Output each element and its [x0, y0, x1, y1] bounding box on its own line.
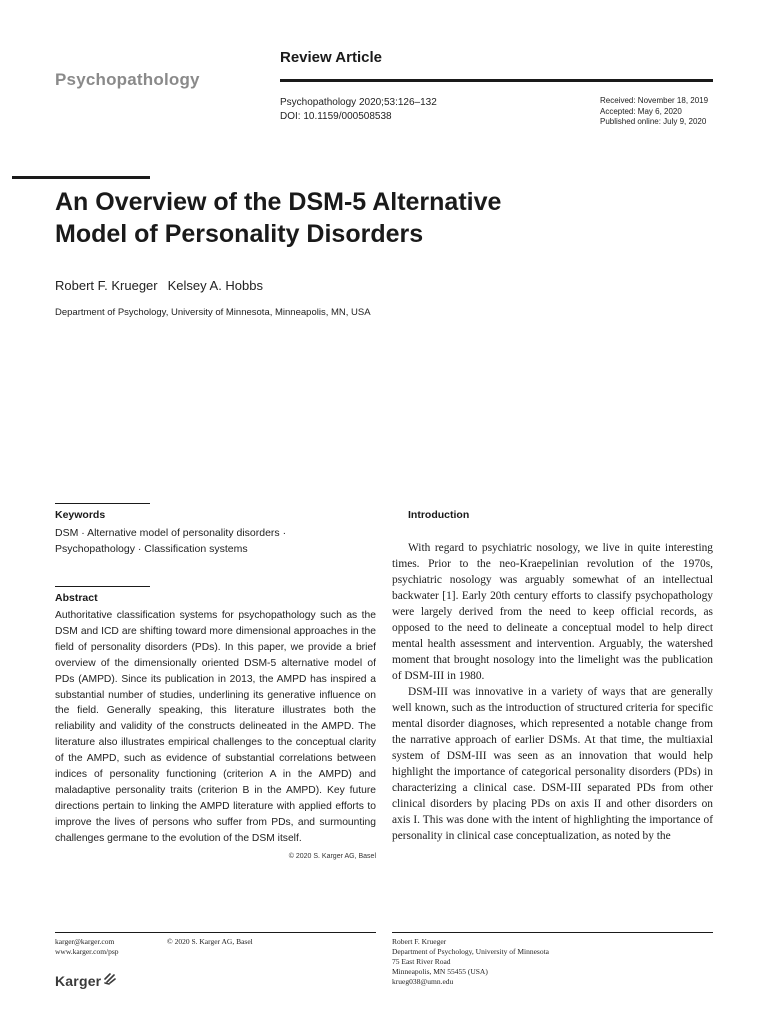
published-date: Published online: July 9, 2020 [600, 117, 707, 126]
karger-logo [55, 970, 117, 991]
accepted-date: Accepted: May 6, 2020 [600, 106, 682, 116]
paragraph: DSM-III was innovative in a variety of ways that are generally well known, such as the introduction of structured criteria for specific mental disorder diagnoses, which represented a notable change from the narrative approach of earlier DSMs. At that time, the multiaxial system of DSM-III was seen as an innovation that would help highlight the importance of categorical personality disorders (PDs) in characterizing a clinical case. DSM-III separated PDs from other clinical disorders by placing PDs on axis II and other disorders on axis I. This was done with the intent of highlighting the importance of personality in clinical case conceptualization, as noted by the [392, 686, 713, 842]
karger-mark-icon [103, 970, 117, 991]
article-title [55, 186, 615, 250]
footer-divider-right [392, 932, 713, 933]
abstract-text: Authoritative classification systems for psychopathology such as the DSM and ICD are shifting toward more dimensional approaches in the field of personality disorders (PDs). In this paper, we provide a brief overview of the dimensionally oriented DSM-5 alternative model of PDs (AMPD). Since its publication in 2013, the AMPD has inspired a substantial number of studies, underlining its generative influence on the field. Generally speaking, this literature illustrates both the reliability and validity of the constructs delineated in the AMPD. The literature also illustrates empirical challenges to the conceptual clarity of the AMPD, such as evidence of substantial correlations between indices of personality functioning (criterion A in the AMPD) and maladaptive personality traits (criterion B in the AMPD). Key future directions pertain to linking the AMPD literature with applied efforts to improve the lives of persons who suffer from PDs, and surmounting challenges germane to the evolution of the DSM itself. [55, 610, 376, 844]
publisher-email[interactable]: karger@karger.com [55, 937, 115, 946]
footer-divider-left [55, 932, 376, 933]
article-type-label: Review Article [280, 49, 382, 66]
contact-city: Minneapolis, MN 55455 (USA) [392, 967, 488, 976]
citation-block [280, 96, 437, 124]
doi-line[interactable]: DOI: 10.1159/000508538 [280, 111, 392, 122]
title-divider [12, 176, 150, 179]
footer-copyright: © 2020 S. Karger AG, Basel [167, 937, 253, 946]
logo-text: Karger [55, 972, 102, 989]
contact-name: Robert F. Krueger [392, 937, 447, 946]
author-name: Robert F. Krueger [55, 278, 158, 293]
contact-street: 75 East River Road [392, 957, 451, 966]
received-date: Received: November 18, 2019 [600, 96, 709, 105]
header-divider [280, 79, 713, 82]
abstract-divider [55, 586, 150, 587]
author-name: Kelsey A. Hobbs [167, 278, 263, 293]
abstract-heading: Abstract [55, 592, 98, 604]
keywords-divider [55, 503, 150, 504]
citation-line: Psychopathology 2020;53:126–132 [280, 97, 437, 108]
journal-name: Psychopathology [55, 70, 200, 89]
keywords-list [55, 525, 345, 557]
keywords-line: DSM · Alternative model of personality disorders · [55, 527, 287, 539]
abstract-copyright: © 2020 S. Karger AG, Basel [288, 852, 376, 860]
title-line-2: Model of Personality Disorders [55, 220, 424, 248]
publication-dates [600, 96, 708, 128]
correspondence-address [392, 937, 549, 987]
abstract-body [55, 608, 376, 865]
affiliation: Department of Psychology, University of Minnesota, Minneapolis, MN, USA [55, 307, 371, 318]
keywords-line: Psychopathology · Classification systems [55, 543, 248, 555]
author-list [55, 278, 263, 293]
introduction-body [392, 540, 713, 844]
contact-department: Department of Psychology, University of Minnesota [392, 947, 549, 956]
title-line-1: An Overview of the DSM-5 Alternative [55, 188, 502, 216]
publisher-url[interactable]: www.karger.com/psp [55, 947, 119, 956]
paragraph: With regard to psychiatric nosology, we live in quite interesting times. Prior to the neo-Kraepelinian revolution of the 1970s, psychiatric nosology was arguably somewhat of an intellectual backwater [1]. Early 20th century efforts to classify psychopathology were largely derived from the need to keep official records, as opposed to the need to delineate a conceptual model to help direct mental health assessment and intervention. Arguably, the watershed moment that brought nosology into the limelight was the publication of DSM-III in 1980. [392, 542, 713, 682]
introduction-heading: Introduction [408, 509, 470, 521]
keywords-heading: Keywords [55, 509, 106, 521]
contact-email[interactable]: krueg038@umn.edu [392, 977, 454, 986]
